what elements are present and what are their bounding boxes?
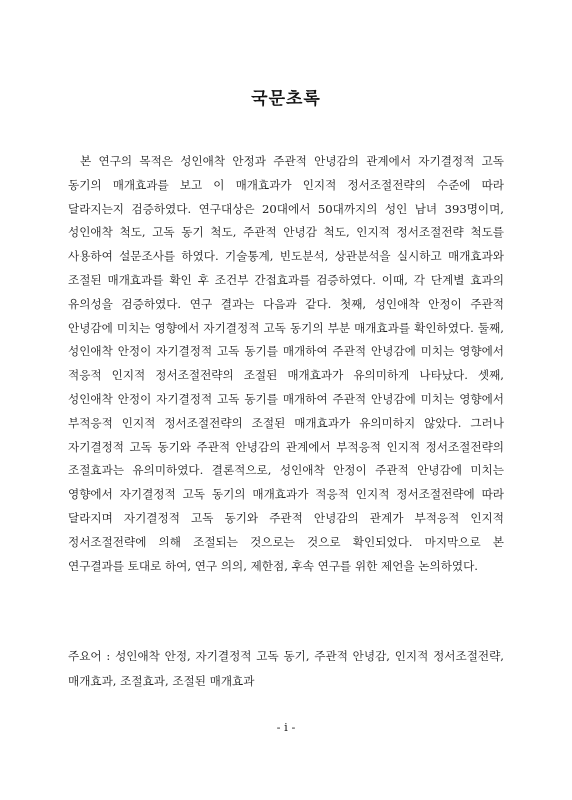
keywords-paragraph xyxy=(68,644,504,694)
keywords-list: 성인애착 안정, 자기결정적 고독 동기, 주관적 안녕감, 인지적 정서조절전략, 매개효과, 조절효과, 조절된 매개효과 xyxy=(68,649,504,688)
page-title: 국문초록 xyxy=(251,89,321,109)
abstract-body: 본 연구의 목적은 성인애착 안정과 주관적 안녕감의 관계에서 자기결정적 고독 동기의 매개효과를 보고 이 매개효과가 인지적 정서조절전략의 수준에 따라 달라지는지 검증하였다. 연구대상은 20대에서 50대까지의 성인 남녀 393명이며, 성인애착 척도, 고독 동기 척도, 주관적 안녕감 척도, 인지적 정서조절전략 척도를 사용하여 설문조사를 하였다. 기술통계, 빈도분석, 상관분석을 실시하고 매개효과와 조절된 매개효과를 확인 후 조건부 간접효과를 검증하였다. 이때, 각 단계별 효과의 유의성을 검증하였다. 연구 결과는 다음과 같다. 첫째, 성인애착 안정이 주관적 안녕감에 미치는 영향에서 자기결정적 고독 동기의 부분 매개효과를 확인하였다. 둘째, 성인애착 안정이 자기결정적 고독 동기를 매개하여 주관적 안녕감에 미치는 영향에서 적응적 인지적 정서조절전략의 조절된 매개효과가 유의미하게 나타났다. 셋째, 성인애착 안정이 자기결정적 고독 동기를 매개하여 주관적 안녕감에 미치는 영향에서 부적응적 인지적 정서조절전략의 조절된 매개효과가 유의미하지 않았다. 그러나 자기결정적 고독 동기와 주관적 안녕감의 관계에서 부적응적 인지적 정서조절전략의 조절효과는 유의미하였다. 결론적으로, 성인애착 안정이 주관적 안녕감에 미치는 영향에서 자기결정적 고독 동기의 매개효과가 적응적 인지적 정서조절전략에 따라 달라지며 자기결정적 고독 동기와 주관적 안녕감의 관계가 부적응적 인지적 정서조절전략에 의해 조절되는 것으로는 것으로 확인되었다. 마지막으로 본 연구결과를 토대로 하여, 연구 의의, 제한점, 후속 연구를 위한 제언을 논의하였다. xyxy=(68,154,504,573)
page-number: - i - xyxy=(276,720,296,734)
keywords-label: 주요어 : xyxy=(68,649,116,663)
